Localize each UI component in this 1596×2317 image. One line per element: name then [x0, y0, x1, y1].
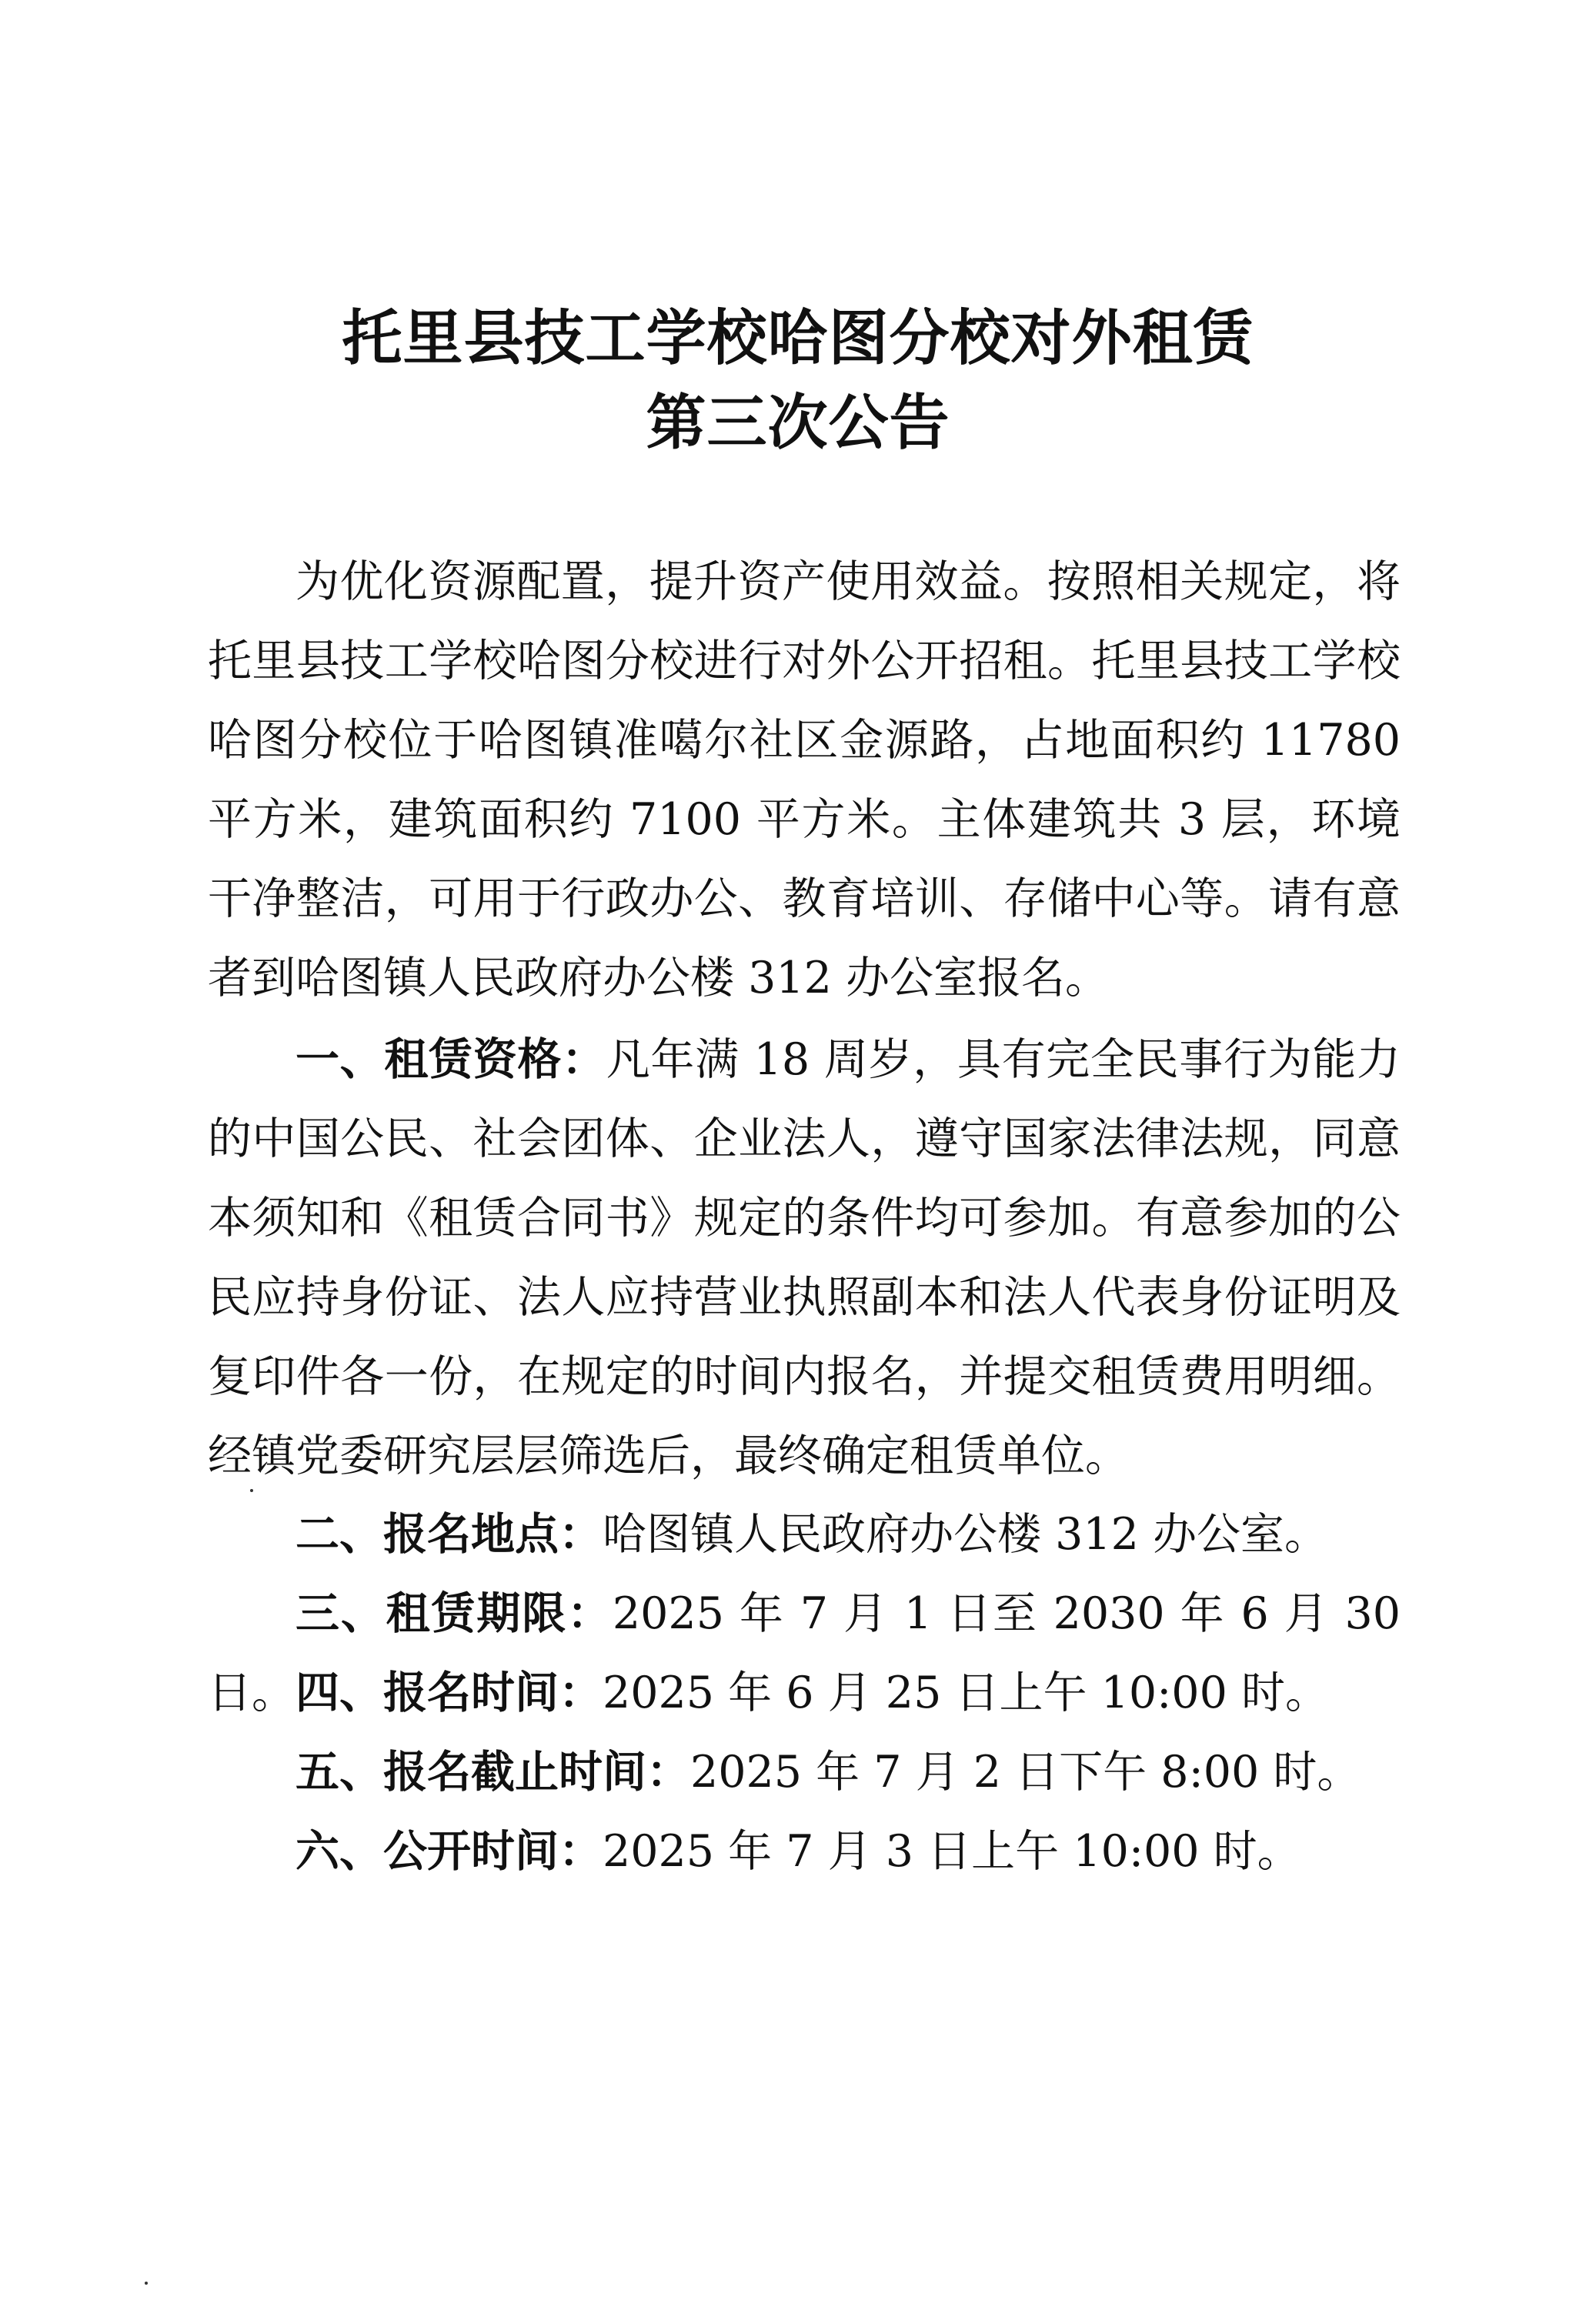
item-label: 四、报名时间：: [295, 1667, 603, 1718]
item-text: 2025 年 7 月 1 日至 2030 年 6 月 30 日。: [208, 1588, 1401, 1718]
item-label: 一、租赁资格：: [295, 1033, 606, 1085]
item-public-time: [208, 1811, 1401, 1891]
document-title-line-2: 第三次公告: [646, 388, 950, 458]
item-text: 2025 年 7 月 2 日下午 8:00 时。: [690, 1747, 1361, 1798]
scan-speck: [145, 2282, 148, 2285]
item-lease-qualification: [208, 1020, 1401, 1496]
item-text: 2025 年 7 月 3 日上午 10:00 时。: [603, 1826, 1301, 1877]
document-title-line-1: 托里县技工学校哈图分校对外租赁: [342, 303, 1254, 373]
intro-paragraph: 为优化资源配置，提升资产使用效益。按照相关规定，将托里县技工学校哈图分校进行对外公开招租。托里县技工学校哈图分校位于哈图镇准噶尔社区金源路，占地面积约 11780 平方米，建筑面积约 7100 平方米。主体建筑共 3 层，环境干净整洁，可用于行政办公、教育培训、存储中心等。请有意者到哈图镇人民政府办公楼 312 办公室报名。: [208, 556, 1401, 1003]
item-registration-time: [208, 1653, 1401, 1733]
item-text: 2025 年 6 月 25 日上午 10:00 时。: [603, 1668, 1329, 1718]
item-registration-location: [208, 1494, 1401, 1574]
item-text: 哈图镇人民政府办公楼 312 办公室。: [603, 1509, 1329, 1560]
scan-speck: [250, 1489, 253, 1492]
item-label: 三、租赁期限：: [295, 1588, 613, 1639]
item-label: 五、报名截止时间：: [295, 1746, 690, 1798]
item-registration-deadline: [208, 1732, 1401, 1812]
item-label: 六、公开时间：: [295, 1825, 603, 1877]
item-label: 二、报名地点：: [295, 1508, 603, 1560]
item-text: 凡年满 18 周岁，具有完全民事行为能力的中国公民、社会团体、企业法人，遵守国家法律法规，同意本须知和《租赁合同书》规定的条件均可参加。有意参加的公民应持身份证、法人应持营业执照副本和法人代表身份证明及复印件各一份，在规定的时间内报名，并提交租赁费用明细。经镇党委研究层层筛选后，最终确定租赁单位。: [208, 1034, 1401, 1481]
